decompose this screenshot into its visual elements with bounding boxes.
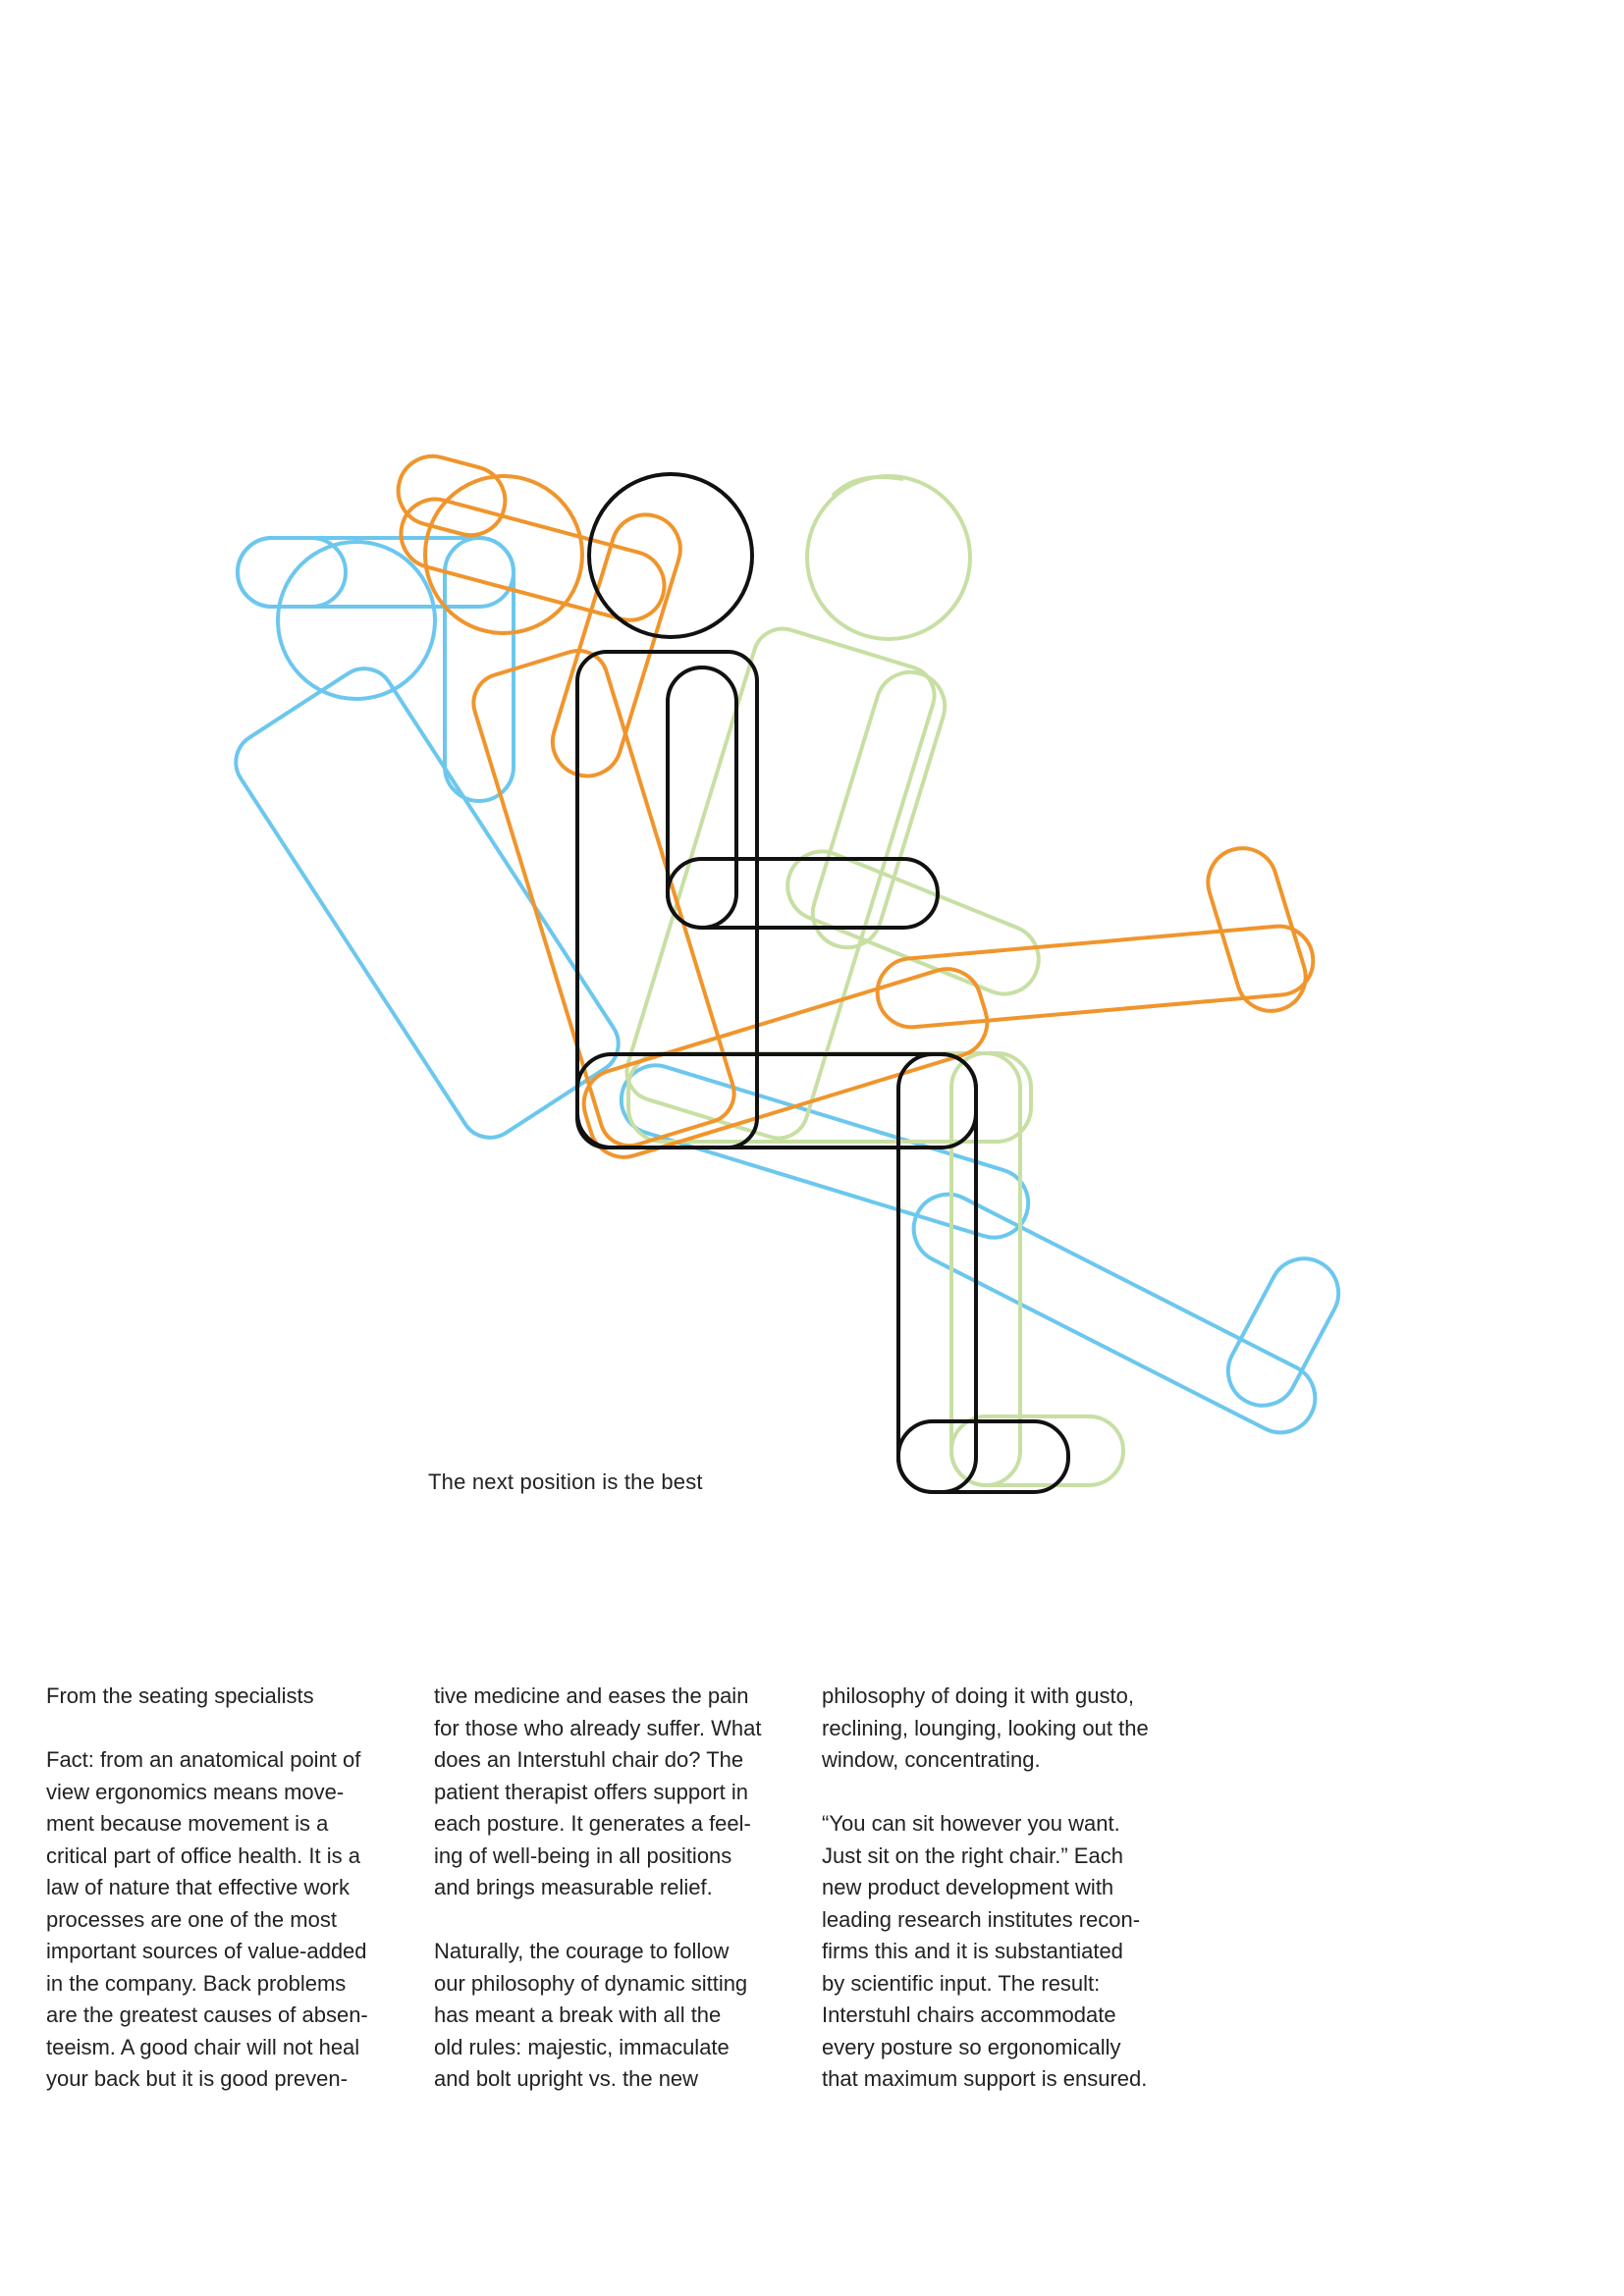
text-line: reclining, lounging, looking out the <box>822 1715 1149 1740</box>
blue-upper-arm <box>445 538 514 801</box>
text-line: our philosophy of dynamic sitting <box>434 1970 748 1996</box>
text-line: Just sit on the right chair.” Each <box>822 1842 1123 1868</box>
figure-caption: The next position is the best <box>428 1469 703 1494</box>
text-line: for those who already suffer. What <box>434 1715 762 1740</box>
green-head <box>807 476 970 639</box>
text-line: Interstuhl chairs accommodate <box>822 2002 1116 2027</box>
text-line: law of nature that effective work <box>46 1875 350 1899</box>
figure-green-forward <box>620 476 1123 1485</box>
blue-forearm <box>238 538 514 607</box>
text-line: From the seating specialists <box>46 1683 314 1708</box>
text-line: Naturally, the courage to follow <box>434 1939 730 1963</box>
text-line: by scientific input. The result: <box>822 1970 1101 1996</box>
text-line: has meant a break with all the <box>434 2002 722 2027</box>
column-1-paragraph-2 <box>46 1744 409 2096</box>
text-line: patient therapist offers support in <box>434 1779 749 1804</box>
text-line: your back but it is good preven- <box>46 2066 348 2091</box>
blue-head <box>278 542 435 699</box>
text-line: tive medicine and eases the pain <box>434 1683 749 1708</box>
column-2-paragraph-2 <box>434 1936 797 2096</box>
column-1-paragraph-1 <box>46 1681 409 1713</box>
column-2-paragraph-1 <box>434 1681 797 1904</box>
text-line: Fact: from an anatomical point of <box>46 1747 361 1772</box>
black-upper-arm <box>668 667 736 928</box>
text-line: important sources of value-added <box>46 1939 367 1963</box>
text-line: old rules: majestic, immaculate <box>434 2034 730 2059</box>
blue-torso <box>225 658 629 1149</box>
orange-thigh <box>575 961 996 1166</box>
text-line: critical part of office health. It is a <box>46 1842 360 1868</box>
text-line: ing of well-being in all positions <box>434 1842 732 1868</box>
figure-blue-reclined <box>225 538 1351 1444</box>
blue-thigh <box>613 1057 1037 1247</box>
text-line: each posture. It generates a feel- <box>434 1811 751 1836</box>
text-line: window, concentrating. <box>822 1747 1041 1772</box>
text-line: teeism. A good chair will not heal <box>46 2034 360 2059</box>
text-line: every posture so ergonomically <box>822 2034 1121 2059</box>
text-line: philosophy of doing it with gusto, <box>822 1683 1134 1708</box>
text-line: ment because movement is a <box>46 1811 329 1836</box>
text-line: new product development with <box>822 1875 1114 1899</box>
text-line: processes are one of the most <box>46 1906 337 1932</box>
column-3-paragraph-1 <box>822 1681 1185 1777</box>
black-foot <box>898 1421 1068 1492</box>
column-3-paragraph-2 <box>822 1808 1185 2096</box>
black-head <box>589 474 752 637</box>
figure-orange-leaning <box>391 449 1316 1165</box>
text-line: and brings measurable relief. <box>434 1875 713 1899</box>
text-column-3 <box>822 1681 1185 2096</box>
blue-foot <box>1217 1247 1351 1417</box>
text-line: view ergonomics means move- <box>46 1779 345 1804</box>
green-head-hair <box>833 477 903 496</box>
orange-lower-leg <box>875 924 1316 1031</box>
text-column-2 <box>434 1681 797 2096</box>
text-line: does an Interstuhl chair do? The <box>434 1747 744 1772</box>
text-line: “You can sit however you want. <box>822 1811 1120 1836</box>
text-line: in the company. Back problems <box>46 1970 347 1996</box>
text-column-1 <box>46 1681 409 2096</box>
text-line: and bolt upright vs. the new <box>434 2066 699 2091</box>
text-line: firms this and it is substantiated <box>822 1939 1123 1963</box>
text-line: are the greatest causes of absen- <box>46 2002 368 2027</box>
text-line: that maximum support is ensured. <box>822 2066 1148 2091</box>
text-line: leading research institutes recon- <box>822 1906 1141 1932</box>
